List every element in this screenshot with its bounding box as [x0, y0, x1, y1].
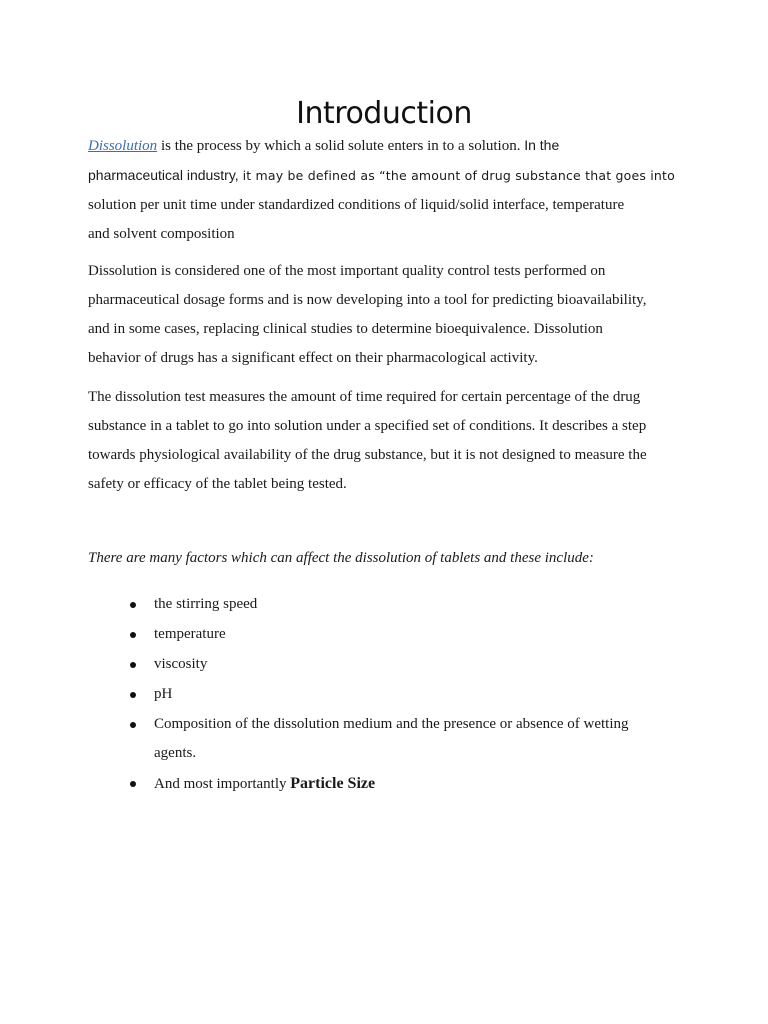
list-item [130, 769, 629, 799]
paragraph-definition [88, 131, 688, 249]
list-item: viscosity [130, 650, 629, 679]
bullet-icon [130, 662, 136, 668]
paragraph-text: it may be defined as “the amount of drug substance that goes into [242, 168, 675, 183]
paragraph-line: Dissolution is considered one of the most important quality control tests performed on [88, 263, 606, 279]
list-item: pH [130, 680, 629, 709]
list-item: the stirring speed [130, 590, 629, 619]
paragraph-line: The dissolution test measures the amount of time required for certain percentage of the drug [88, 389, 641, 405]
bullet-icon [130, 692, 136, 698]
list-item: Composition of the dissolution medium and the presence or absence of wetting agents. [130, 710, 629, 768]
paragraph-line: and solvent composition [88, 226, 235, 242]
factors-lead-text: There are many factors which can affect the dissolution of tablets and these include: [88, 550, 594, 566]
bullet-icon [130, 781, 136, 787]
paragraph-line: behavior of drugs has a significant effect on their pharmacological activity. [88, 350, 538, 366]
paragraph-line: and in some cases, replacing clinical studies to determine bioequivalence. Dissolution [88, 321, 603, 337]
bullet-icon [130, 722, 136, 728]
paragraph-line: solution per unit time under standardized conditions of liquid/solid interface, temperature [88, 197, 625, 213]
list-item: temperature [130, 620, 629, 649]
bullet-icon [130, 602, 136, 608]
dissolution-link[interactable]: Dissolution [88, 138, 158, 154]
paragraph-line [88, 161, 688, 191]
list-item-text: And most importantly [154, 776, 291, 792]
page-title: Introduction [296, 96, 472, 131]
paragraph-line [88, 131, 688, 161]
paragraph-line: pharmaceutical dosage forms and is now developing into a tool for predicting bioavailability, [88, 292, 647, 308]
factors-list [130, 590, 629, 800]
paragraph-text: is the process by which a solid solute enters in to a solution. [157, 138, 525, 154]
paragraph-line: substance in a tablet to go into solution under a specified set of conditions. It describes a step [88, 418, 647, 434]
paragraph-test-description [88, 383, 688, 499]
bullet-icon [130, 632, 136, 638]
emphasis-particle-size: Particle Size [290, 775, 376, 792]
paragraph-line: safety or efficacy of the tablet being tested. [88, 476, 347, 492]
paragraph-line: towards physiological availability of the drug substance, but it is not designed to measure the [88, 447, 647, 463]
paragraph-text: In the [524, 137, 560, 153]
paragraph-text: pharmaceutical industry, [88, 167, 243, 183]
paragraph-importance [88, 257, 688, 373]
